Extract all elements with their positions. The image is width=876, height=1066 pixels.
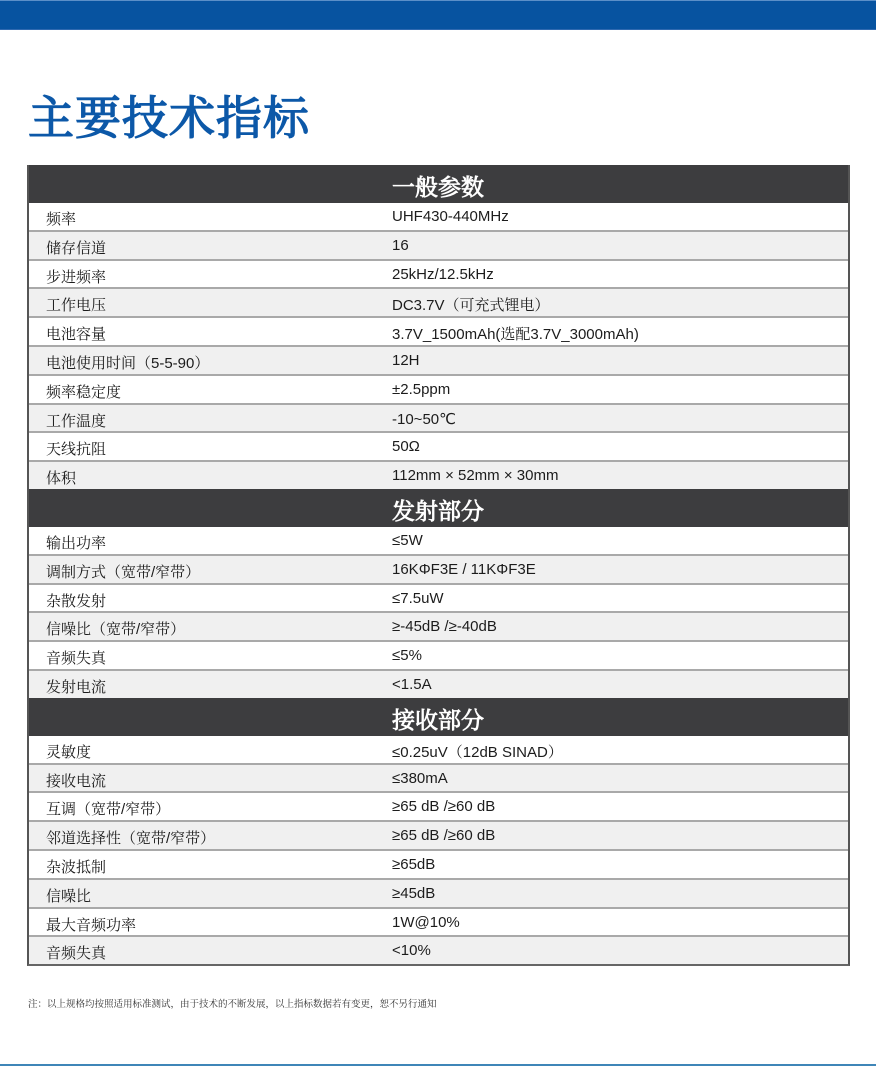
row-value: ≤0.25uV（12dB SINAD） xyxy=(392,743,563,761)
section-transmit xyxy=(29,489,848,698)
row-value: <1.5A xyxy=(392,675,432,693)
row-value: 16 xyxy=(392,236,409,254)
table-row xyxy=(29,907,848,936)
section-header xyxy=(29,698,848,736)
table-row xyxy=(29,460,848,489)
table-row xyxy=(29,374,848,403)
table-row xyxy=(29,935,848,964)
row-value: ≥-45dB /≥-40dB xyxy=(392,618,497,636)
section-header xyxy=(29,489,848,527)
table-row xyxy=(29,403,848,432)
row-label: 信噪比（宽带/窄带） xyxy=(46,621,186,639)
table-row xyxy=(29,878,848,907)
section-title: 一般参数 xyxy=(392,175,484,201)
row-value: UHF430-440MHz xyxy=(392,208,509,225)
table-row xyxy=(29,203,848,230)
section-receive xyxy=(29,698,848,964)
row-label: 工作温度 xyxy=(46,412,107,430)
section-title: 发射部分 xyxy=(392,498,484,525)
table-row xyxy=(29,316,848,345)
row-label: 音频失真 xyxy=(46,945,107,963)
row-label: 电池容量 xyxy=(46,326,107,344)
page-title: 主要技术指标 xyxy=(28,91,310,145)
row-value: 1W@10% xyxy=(392,913,460,931)
row-value: ≤5W xyxy=(392,531,423,549)
row-label: 最大音频功率 xyxy=(46,916,137,934)
table-row xyxy=(29,554,848,583)
table-row xyxy=(29,583,848,612)
table-row xyxy=(29,431,848,460)
row-label: 体积 xyxy=(46,470,77,488)
row-label: 杂散发射 xyxy=(46,592,107,610)
row-value: 25kHz/12.5kHz xyxy=(392,265,494,283)
row-label: 互调（宽带/窄带） xyxy=(46,801,171,819)
table-row xyxy=(29,345,848,374)
row-value: ≥65 dB /≥60 dB xyxy=(392,798,496,816)
table-row xyxy=(29,287,848,316)
row-value: ≥65 dB /≥60 dB xyxy=(392,827,496,845)
disclaimer-note: 注：以上规格均按照适用标准测试，由于技术的不断发展，以上指标数据若有变更，恕不另行通知 xyxy=(28,999,437,1010)
section-header xyxy=(29,165,848,203)
row-value: DC3.7V（可充式锂电） xyxy=(392,297,550,315)
row-value: ≤5% xyxy=(392,647,422,665)
table-row xyxy=(29,849,848,878)
table-row xyxy=(29,527,848,554)
table-row xyxy=(29,259,848,288)
row-value: ±2.5ppm xyxy=(392,380,451,398)
row-label: 灵敏度 xyxy=(46,743,92,761)
table-row xyxy=(29,820,848,849)
table-row xyxy=(29,763,848,792)
row-value: 3.7V_1500mAh(选配3.7V_3000mAh) xyxy=(392,326,639,344)
row-value: 12H xyxy=(392,351,420,369)
row-label: 杂波抵制 xyxy=(46,858,107,876)
section-general xyxy=(29,165,848,489)
row-label: 信噪比 xyxy=(46,887,92,905)
table-row xyxy=(29,669,848,698)
table-row xyxy=(29,640,848,669)
row-value: -10~50℃ xyxy=(392,410,456,428)
row-value: 16KΦF3E / 11KΦF3E xyxy=(392,560,536,578)
row-value: ≥65dB xyxy=(392,855,436,873)
table-row xyxy=(29,791,848,820)
row-label: 发射电流 xyxy=(46,678,107,696)
top-banner-bar xyxy=(0,0,876,30)
row-label: 调制方式（宽带/窄带） xyxy=(46,563,201,581)
row-value: 112mm × 52mm × 30mm xyxy=(392,467,559,485)
row-value: ≤380mA xyxy=(392,769,448,787)
row-label: 音频失真 xyxy=(46,650,107,668)
spec-table xyxy=(27,165,850,966)
row-value: 50Ω xyxy=(392,438,420,456)
section-title: 接收部分 xyxy=(392,707,484,734)
row-label: 电池使用时间（5-5-90） xyxy=(46,354,210,372)
row-label: 工作电压 xyxy=(46,297,107,315)
row-label: 储存信道 xyxy=(46,239,107,257)
table-row xyxy=(29,611,848,640)
row-label: 频率 xyxy=(46,211,77,228)
row-label: 频率稳定度 xyxy=(46,383,122,401)
row-label: 邻道选择性（宽带/窄带） xyxy=(46,830,216,848)
table-row xyxy=(29,736,848,763)
row-label: 接收电流 xyxy=(46,772,107,790)
table-row xyxy=(29,230,848,259)
row-label: 天线抗阻 xyxy=(46,441,107,459)
row-value: ≤7.5uW xyxy=(392,589,444,607)
row-label: 输出功率 xyxy=(46,534,107,552)
row-label: 步进频率 xyxy=(46,268,107,286)
row-value: ≥45dB xyxy=(392,884,436,902)
row-value: <10% xyxy=(392,942,431,960)
